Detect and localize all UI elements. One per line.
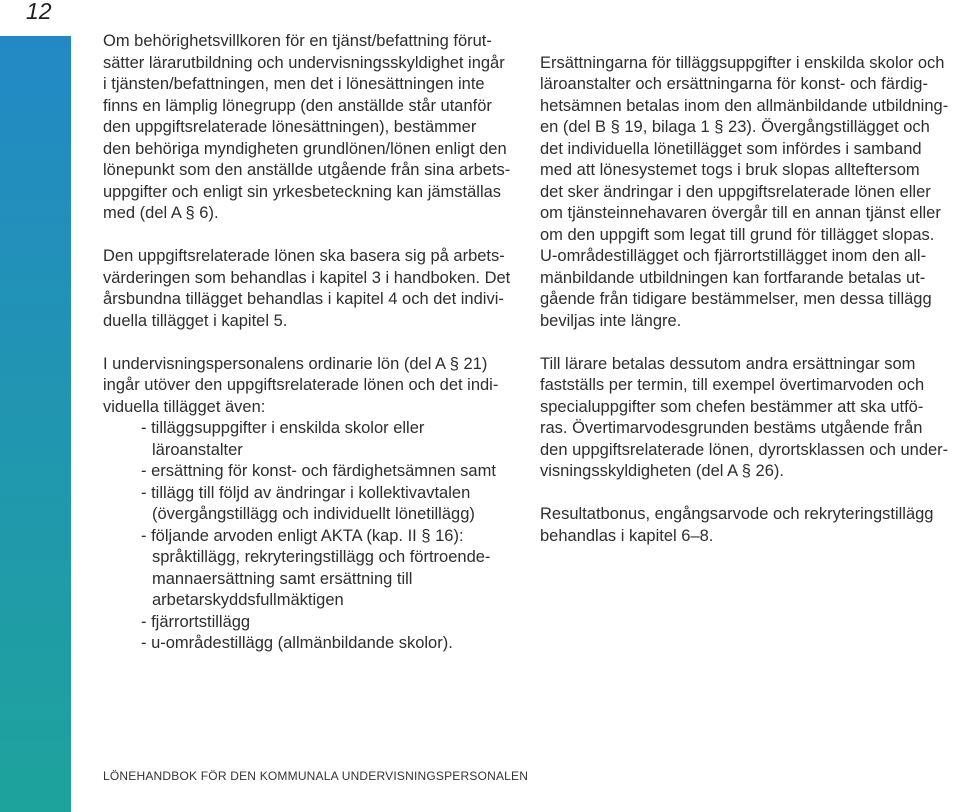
running-footer-title: LÖNEHANDBOK FÖR DEN KOMMUNALA UNDERVISNINGSPERSONALEN [103,769,529,783]
paragraph-task-based-salary: Den uppgiftsrelaterade lönen ska basera sig på arbets- värderingen som behandlas i kapitel 3 i handboken. Det årsbundna tillägget behandlas i kapitel 4 och det indivi- duella tillägget i kapitel 5. [103,247,511,330]
page-number-box [0,0,71,36]
list-item-art-skill-compensation: - ersättning för konst- och färdighetsämnen samt [141,462,496,480]
left-column [103,31,523,655]
paragraph-term-compensations: Till lärare betalas dessutom andra ersättningar som fastställs per termin, till exempel övertimarvoden och specialuppgifter som chefen bestämmer att ska utfö- ras. Övertimarvodesgrunden bestäms utgående från den uppgiftsrelaterade lönen, dyrortsklassen och under- visningsskyldigheten (del A § 26). [540,354,949,480]
paragraph-bonus-reference: Resultatbonus, engångsarvode och rekryteringstillägg behandlas i kapitel 6–8. [540,505,934,545]
right-column [540,31,958,569]
paragraph-ordinary-salary-intro: I undervisningspersonalens ordinarie lön (del A § 21) ingår utöver den uppgiftsrelaterade lönen och det indi- viduella tillägget även: [103,354,499,416]
supplements-list [103,418,523,655]
list-item-additional-tasks: - tilläggsuppgifter i enskilda skolor eller läroanstalter [141,419,425,459]
accent-side-band [0,36,71,812]
list-item-remote-area-supplement: - fjärrortstillägg [141,612,251,631]
page-number: 12 [26,0,52,24]
list-item-akta-fees: - följande arvoden enligt AKTA (kap. II § 16): språktillägg, rekryteringstillägg och förtroende- mannaersättning samt ersättning till arbetarskyddsfullmäktigen [141,526,491,609]
list-item-u-area-supplement: - u-områdestillägg (allmänbildande skolor). [141,634,453,652]
paragraph-compensations: Ersättningarna för tilläggsuppgifter i enskilda skolor och läroanstalter och ersättningarna för konst- och färdig- hetsämnen betalas inom den allmänbildande utbildning- en (del B § 19, bilaga 1 § 23). Övergångstillägget och det individuella lönetillägget som infördes i samband med att lönesystemet togs i bruk slopas allteftersom det sker ändringar i den uppgiftsrelaterade lönen eller om tjänsteinnehavaren övergår till en annan tjänst eller om den uppgift som legat till grund för tillägget slopas. U-områdestillägget och fjärrortstillägget inom den all- mänbildande utbildningen kan fortfarande betalas ut- gående från tidigare bestämmelser, men dessa tillägg beviljas inte längre. [540,53,949,330]
list-item-collective-agreement-supplement: - tillägg till följd av ändringar i kollektivavtalen (övergångstillägg och individuellt lönetillägg) [141,483,475,523]
paragraph-eligibility-salary: Om behörighetsvillkoren för en tjänst/befattning förut- sätter lärarutbildning och undervisningsskyldighet ingår i tjänsten/befattningen, men det i lönesättningen inte finns en lämplig lönegrupp (den anställde står utanför den uppgiftsrelaterade lönesättningen), bestämmer den behöriga myndigheten grundlönen/lönen enligt den lönepunkt som den anställde utgående från sina arbets- uppgifter och enligt sin yrkesbeteckning kan jämställas med (del A § 6). [103,32,511,222]
